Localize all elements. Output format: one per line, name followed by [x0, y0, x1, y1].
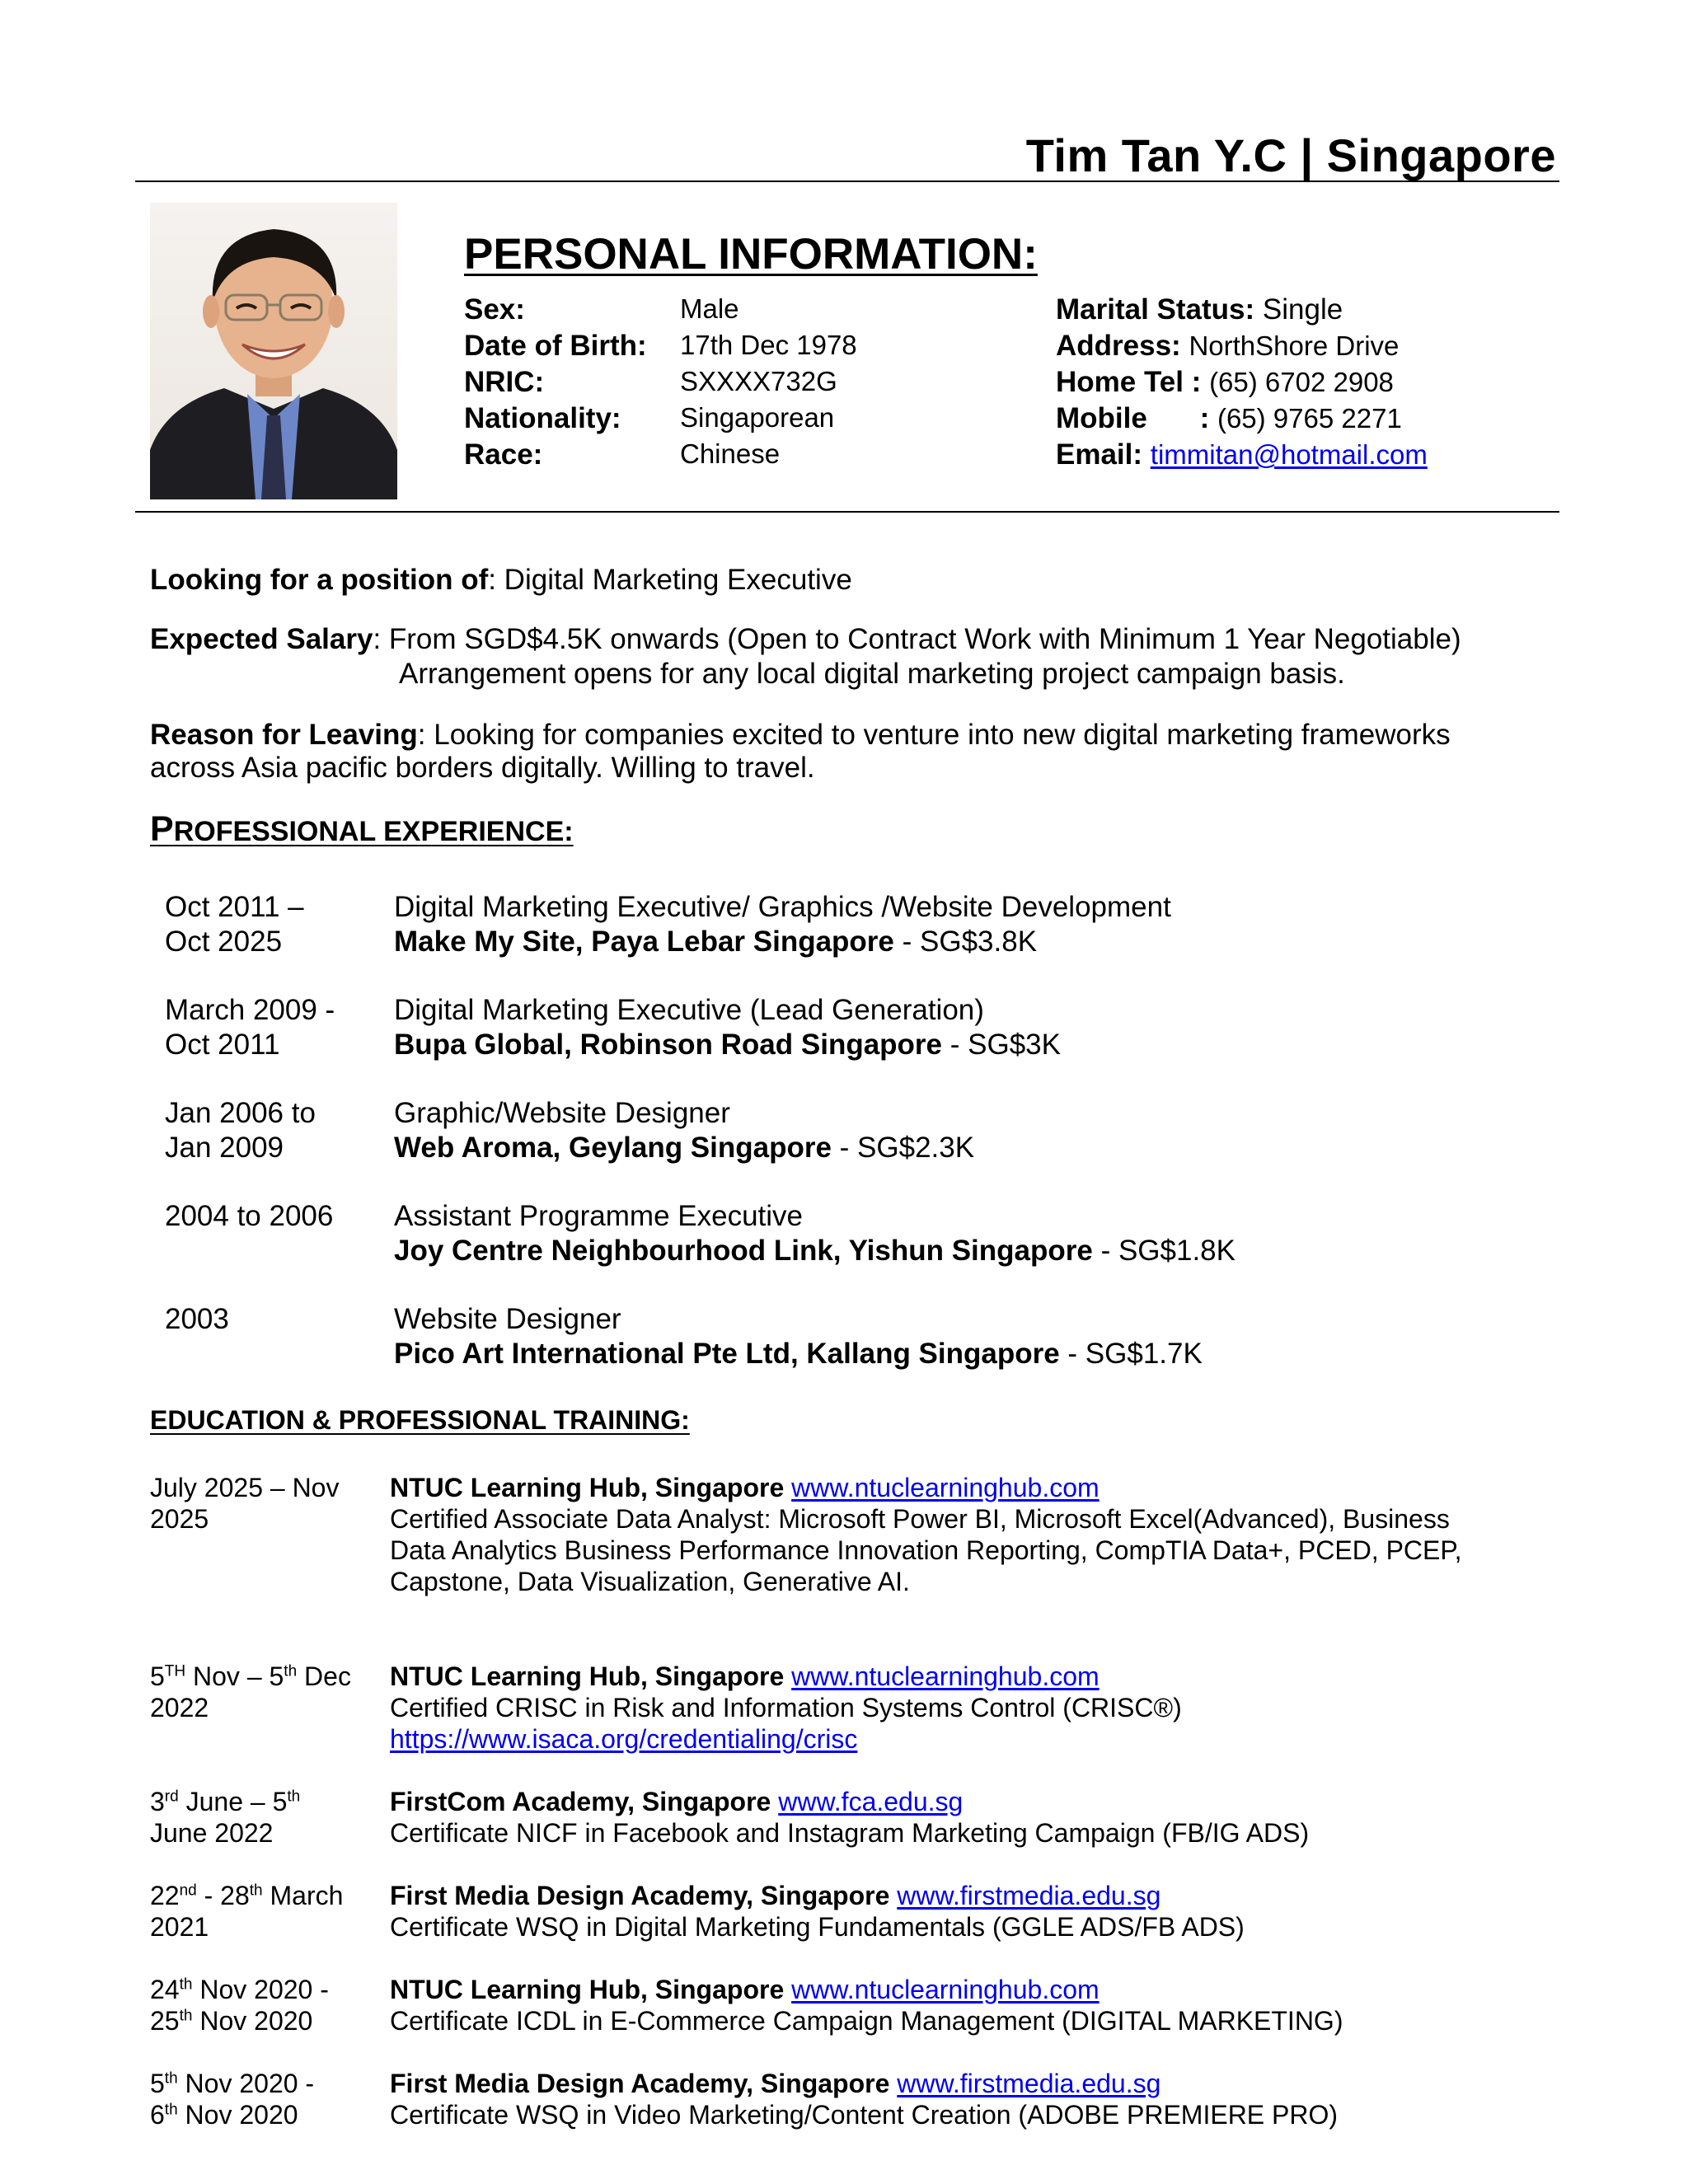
date-text: 24	[150, 1975, 180, 2004]
job-salary: - SG$1.7K	[1059, 1338, 1203, 1370]
date-suffix: th	[287, 1788, 301, 1806]
edu-date-line	[150, 2068, 314, 2099]
header-divider	[135, 180, 1559, 182]
job-company-line	[394, 1028, 1061, 1062]
edu-date-line: July 2025 – Nov	[150, 1473, 340, 1502]
email-link[interactable]: timmitan@hotmail.com	[1150, 439, 1428, 470]
date-text: Nov 2020 -	[177, 2069, 315, 2098]
job-entry	[394, 1096, 974, 1165]
edu-date-line	[150, 2099, 314, 2130]
edu-school-link[interactable]: www.ntuclearninghub.com	[791, 1975, 1100, 2004]
job-company: Joy Centre Neighbourhood Link, Yishun Singapore	[394, 1235, 1093, 1267]
nationality-label: Nationality:	[464, 402, 621, 434]
date-suffix: th	[284, 1662, 298, 1680]
edu-entry	[390, 1786, 1309, 1849]
date-suffix: rd	[164, 1788, 179, 1806]
home-tel-row	[1056, 366, 1394, 399]
salary-label: Expected Salary	[150, 623, 373, 655]
experience-heading-rest: ROFESSIONAL EXPERIENCE:	[173, 816, 574, 847]
job-entry	[394, 1302, 1203, 1371]
position-label: Looking for a position of	[150, 564, 489, 596]
sex-value: Male	[680, 293, 739, 324]
edu-school-link[interactable]: www.firstmedia.edu.sg	[897, 2069, 1161, 2098]
edu-date	[150, 1661, 351, 1723]
date-text: June – 5	[178, 1787, 288, 1816]
date-text: Nov 2020 -	[192, 1975, 329, 2004]
address-value: NorthShore Drive	[1189, 330, 1400, 361]
reason-line-2: across Asia pacific borders digitally. Willing to travel.	[150, 752, 815, 784]
job-company-line	[394, 1131, 974, 1165]
edu-date	[150, 2068, 314, 2130]
dob-label: Date of Birth:	[464, 330, 647, 362]
edu-description: Certificate NICF in Facebook and Instagram Marketing Campaign (FB/IG ADS)	[390, 1818, 1310, 1848]
mobile-label: Mobile	[1056, 402, 1147, 434]
edu-description: Certified Associate Data Analyst: Microsoft Power BI, Microsoft Excel(Advanced), Business	[390, 1504, 1450, 1534]
date-suffix: nd	[179, 1882, 197, 1900]
edu-date-line: 2022	[150, 1693, 209, 1722]
job-entry	[394, 1199, 1236, 1268]
edu-date	[150, 1786, 300, 1849]
edu-school: NTUC Learning Hub, Singapore	[390, 1661, 785, 1691]
edu-date-line	[150, 1974, 329, 2005]
job-salary: - SG$1.8K	[1092, 1235, 1236, 1267]
date-text: Nov – 5	[185, 1661, 284, 1691]
edu-school-link[interactable]: www.firstmedia.edu.sg	[897, 1881, 1161, 1910]
job-company-line	[394, 1234, 1236, 1268]
experience-heading-initial: P	[150, 809, 174, 849]
date-text: - 28	[196, 1881, 250, 1910]
expected-salary	[150, 623, 1461, 656]
marital-status-label: Marital Status:	[1056, 293, 1255, 326]
nric-value: SXXXX732G	[680, 366, 837, 396]
edu-school: NTUC Learning Hub, Singapore	[390, 1975, 785, 2004]
job-date	[165, 1199, 333, 1234]
job-company: Make My Site, Paya Lebar Singapore	[394, 926, 894, 958]
date-text: 5	[150, 2069, 165, 2098]
date-suffix: TH	[164, 1662, 186, 1680]
position-sought	[150, 564, 852, 597]
edu-description: Capstone, Data Visualization, Generative AI.	[390, 1567, 910, 1596]
mobile-colon: :	[1199, 402, 1210, 434]
edu-date-line	[150, 1880, 343, 1911]
job-date-end: Oct 2011	[165, 1029, 280, 1061]
job-date-end: Jan 2009	[165, 1132, 284, 1164]
job-title: Website Designer	[394, 1303, 621, 1335]
resume-title: Tim Tan Y.C | Singapore	[1025, 129, 1556, 181]
job-company-line	[394, 1337, 1203, 1371]
edu-description: Certificate WSQ in Digital Marketing Fundamentals (GGLE ADS/FB ADS)	[390, 1912, 1245, 1942]
edu-entry	[390, 1472, 1461, 1597]
edu-description: Certified CRISC in Risk and Information Systems Control (CRISC®)	[390, 1693, 1182, 1722]
date-text: Dec	[297, 1661, 351, 1691]
edu-description: Certificate WSQ in Video Marketing/Content Creation (ADOBE PREMIERE PRO)	[390, 2100, 1339, 2130]
edu-school-line	[390, 2068, 1338, 2099]
edu-school-link[interactable]: www.ntuclearninghub.com	[791, 1473, 1100, 1502]
portrait-illustration	[150, 203, 397, 499]
edu-school-line	[390, 1661, 1182, 1692]
date-text: 25	[150, 2006, 180, 2036]
edu-school-line	[390, 1786, 1309, 1817]
date-suffix: th	[249, 1882, 263, 1900]
mobile-row	[1056, 402, 1402, 435]
email-label: Email:	[1056, 438, 1143, 471]
job-title: Digital Marketing Executive (Lead Generation)	[394, 994, 984, 1026]
job-date-end: Oct 2025	[165, 926, 283, 958]
home-tel-value: (65) 6702 2908	[1209, 367, 1394, 397]
date-text: 3	[150, 1787, 165, 1816]
edu-entry	[390, 1974, 1343, 2036]
job-date	[165, 1302, 229, 1337]
edu-entry	[390, 1880, 1245, 1943]
job-company: Pico Art International Pte Ltd, Kallang Singapore	[394, 1338, 1060, 1370]
nationality-value: Singaporean	[680, 402, 835, 433]
job-salary: - SG$3K	[942, 1029, 1061, 1061]
race-value: Chinese	[680, 438, 781, 469]
edu-school: First Media Design Academy, Singapore	[390, 1881, 890, 1910]
address-row	[1056, 330, 1399, 363]
date-text: Nov 2020	[177, 2100, 298, 2130]
sex-label: Sex:	[464, 293, 525, 326]
job-date	[165, 890, 304, 959]
job-company-line	[394, 925, 1171, 959]
reason-for-leaving	[150, 719, 1451, 752]
job-company: Bupa Global, Robinson Road Singapore	[394, 1029, 943, 1061]
edu-date-line	[150, 2005, 329, 2036]
edu-entry	[390, 1661, 1182, 1755]
date-suffix: th	[164, 2101, 178, 2119]
edu-date-line	[150, 1661, 351, 1692]
job-title: Graphic/Website Designer	[394, 1097, 730, 1129]
edu-school-line	[390, 1472, 1461, 1503]
dob-value: 17th Dec 1978	[680, 330, 857, 360]
job-date	[165, 1096, 316, 1165]
date-text: March	[262, 1881, 344, 1910]
experience-heading	[150, 809, 574, 850]
marital-status-row	[1056, 293, 1343, 326]
job-date-start: March 2009 -	[165, 994, 335, 1026]
date-suffix: th	[179, 1975, 193, 1994]
personal-info-heading: PERSONAL INFORMATION:	[464, 230, 1038, 279]
edu-date-line	[150, 1786, 300, 1817]
edu-school: FirstCom Academy, Singapore	[390, 1787, 771, 1816]
nric-label: NRIC:	[464, 366, 545, 398]
job-date-start: 2003	[165, 1303, 229, 1335]
reason-value: : Looking for companies excited to venture into new digital marketing frameworks	[417, 719, 1451, 751]
salary-value: : From SGD$4.5K onwards (Open to Contract Work with Minimum 1 Year Negotiable)	[373, 623, 1461, 655]
marital-status-value: Single	[1262, 293, 1343, 326]
edu-date	[150, 1974, 329, 2036]
edu-school-line	[390, 1880, 1245, 1911]
race-label: Race:	[464, 438, 543, 471]
job-entry	[394, 993, 1061, 1062]
address-label: Address:	[1056, 330, 1181, 362]
job-date-start: Oct 2011 –	[165, 891, 304, 923]
edu-school: First Media Design Academy, Singapore	[390, 2069, 890, 2098]
date-suffix: th	[164, 2069, 178, 2088]
personal-info-divider	[135, 511, 1559, 513]
edu-date-line: June 2022	[150, 1818, 274, 1848]
reason-label: Reason for Leaving	[150, 719, 418, 751]
crisc-link[interactable]: https://www.isaca.org/credentialing/crisc	[390, 1724, 858, 1754]
job-salary: - SG$2.3K	[831, 1132, 975, 1164]
edu-date-line: 2021	[150, 1912, 209, 1942]
job-date	[165, 993, 335, 1062]
salary-note: Arrangement opens for any local digital marketing project campaign basis.	[399, 658, 1345, 690]
edu-date-line: 2025	[150, 1504, 209, 1534]
position-value: : Digital Marketing Executive	[488, 564, 852, 596]
home-tel-label: Home Tel :	[1056, 366, 1202, 398]
edu-description: Data Analytics Business Performance Innovation Reporting, CompTIA Data+, PCED, PCEP,	[390, 1535, 1462, 1565]
job-title: Digital Marketing Executive/ Graphics /Website Development	[394, 891, 1171, 923]
job-date-start: Jan 2006 to	[165, 1097, 316, 1129]
edu-entry	[390, 2068, 1338, 2130]
edu-school-line	[390, 1974, 1343, 2005]
profile-photo	[150, 203, 397, 499]
edu-school-link[interactable]: www.ntuclearninghub.com	[791, 1661, 1100, 1691]
job-company: Web Aroma, Geylang Singapore	[394, 1132, 832, 1164]
email-row	[1056, 438, 1428, 471]
date-text: Nov 2020	[192, 2006, 313, 2036]
date-suffix: th	[179, 2007, 193, 2025]
mobile-value: (65) 9765 2271	[1217, 403, 1402, 434]
date-text: 5	[150, 1661, 165, 1691]
edu-date	[150, 1472, 339, 1535]
job-salary: - SG$3.8K	[893, 926, 1038, 958]
edu-school: NTUC Learning Hub, Singapore	[390, 1473, 785, 1502]
education-heading: EDUCATION & PROFESSIONAL TRAINING:	[150, 1405, 690, 1435]
date-text: 22	[150, 1881, 180, 1910]
job-title: Assistant Programme Executive	[394, 1200, 804, 1232]
edu-date	[150, 1880, 343, 1943]
job-entry	[394, 890, 1171, 959]
edu-description: Certificate ICDL in E-Commerce Campaign Management (DIGITAL MARKETING)	[390, 2006, 1343, 2036]
job-date-start: 2004 to 2006	[165, 1200, 334, 1232]
date-text: 6	[150, 2100, 165, 2130]
edu-school-link[interactable]: www.fca.edu.sg	[778, 1787, 964, 1816]
